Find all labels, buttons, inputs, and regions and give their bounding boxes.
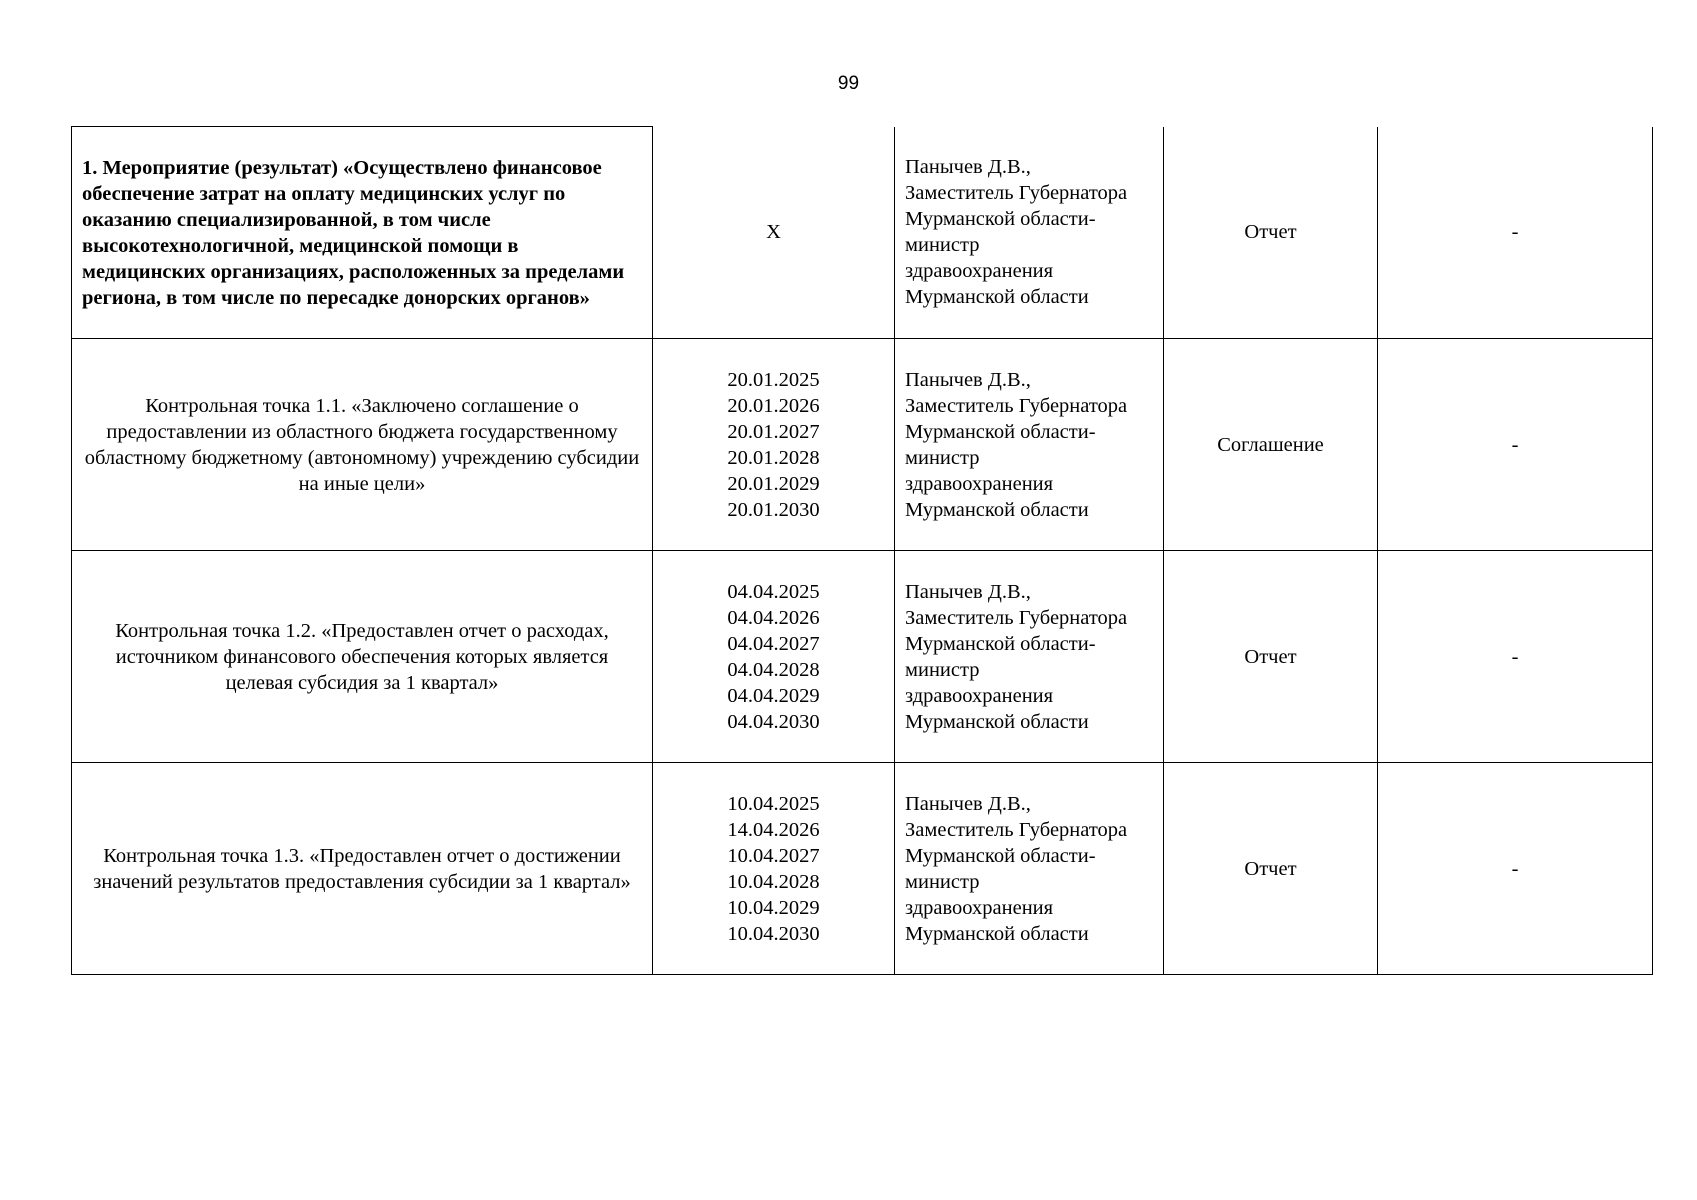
- date-value: 20.01.2028: [727, 446, 820, 469]
- responsible-line: Мурманской области-: [905, 844, 1096, 867]
- date-value: 04.04.2030: [727, 710, 820, 733]
- page-number: 99: [837, 73, 860, 94]
- event-cell: Контрольная точка 1.3. «Предоставлен отчет о достижении значений результатов предоставления субсидии за 1 квартал»: [72, 763, 653, 975]
- date-value: 04.04.2026: [727, 606, 820, 629]
- date-cell: [653, 339, 895, 551]
- date-value: 20.01.2030: [727, 498, 820, 521]
- date-value: 04.04.2027: [727, 632, 820, 655]
- note-cell: -: [1378, 551, 1653, 763]
- date-value: X: [766, 221, 781, 244]
- date-value: 20.01.2027: [727, 420, 820, 443]
- responsible-line: министр: [905, 446, 980, 469]
- responsible-line: Мурманской области: [905, 922, 1089, 945]
- responsible-line: Мурманской области-: [905, 420, 1096, 443]
- date-cell: [653, 127, 895, 339]
- date-value: 10.04.2025: [727, 792, 820, 815]
- table-row: [72, 339, 1653, 551]
- date-value: 10.04.2029: [727, 896, 820, 919]
- responsible-line: Заместитель Губернатора: [905, 394, 1128, 417]
- responsible-cell: [895, 127, 1164, 339]
- responsible-line: здравоохранения: [905, 472, 1054, 495]
- date-value: 04.04.2029: [727, 684, 820, 707]
- responsible-line: Мурманской области: [905, 498, 1089, 521]
- date-cell: [653, 551, 895, 763]
- responsible-line: здравоохранения: [905, 260, 1054, 283]
- note-cell: -: [1378, 127, 1653, 339]
- responsible-line: здравоохранения: [905, 896, 1054, 919]
- responsible-line: Панычев Д.В.,: [905, 368, 1031, 391]
- responsible-line: Панычев Д.В.,: [905, 580, 1031, 603]
- responsible-line: Мурманской области: [905, 710, 1089, 733]
- date-cell: [653, 763, 895, 975]
- event-cell: Контрольная точка 1.2. «Предоставлен отчет о расходах, источником финансового обеспечения которых является целевая субсидия за 1 квартал»: [72, 551, 653, 763]
- date-value: 04.04.2028: [727, 658, 820, 681]
- date-value: 20.01.2026: [727, 394, 820, 417]
- table-row: [72, 127, 1653, 339]
- date-value: 10.04.2027: [727, 844, 820, 867]
- responsible-line: Панычев Д.В.,: [905, 792, 1031, 815]
- responsible-line: Мурманской области-: [905, 632, 1096, 655]
- responsible-line: министр: [905, 234, 980, 257]
- document-cell: Отчет: [1164, 127, 1378, 339]
- note-cell: -: [1378, 763, 1653, 975]
- responsible-line: Мурманской области: [905, 286, 1089, 309]
- responsible-line: министр: [905, 658, 980, 681]
- responsible-line: министр: [905, 870, 980, 893]
- responsible-line: Заместитель Губернатора: [905, 606, 1128, 629]
- date-value: 10.04.2030: [727, 922, 820, 945]
- date-value: 20.01.2029: [727, 472, 820, 495]
- responsible-line: Заместитель Губернатора: [905, 182, 1128, 205]
- event-cell: 1. Мероприятие (результат) «Осуществлено финансовое обеспечение затрат на оплату медицинских услуг по оказанию специализированной, в том числе высокотехнологичной, медицинской помощи в медицинских организациях, расположенных за пределами региона, в том числе по пересадке донорских органов»: [72, 127, 653, 339]
- date-value: 04.04.2025: [727, 580, 820, 603]
- date-value: 10.04.2028: [727, 870, 820, 893]
- responsible-line: Мурманской области-: [905, 208, 1096, 231]
- responsible-cell: [895, 339, 1164, 551]
- document-cell: Соглашение: [1164, 339, 1378, 551]
- responsible-line: Панычев Д.В.,: [905, 156, 1031, 179]
- date-value: 14.04.2026: [727, 818, 820, 841]
- responsible-line: Заместитель Губернатора: [905, 818, 1128, 841]
- responsible-cell: [895, 551, 1164, 763]
- table-row: [72, 763, 1653, 975]
- document-cell: Отчет: [1164, 763, 1378, 975]
- document-cell: Отчет: [1164, 551, 1378, 763]
- table-row: [72, 551, 1653, 763]
- event-cell: Контрольная точка 1.1. «Заключено соглашение о предоставлении из областного бюджета государственному областному бюджетному (автономному) учреждению субсидии на иные цели»: [72, 339, 653, 551]
- control-points-table: [71, 126, 1653, 975]
- responsible-line: здравоохранения: [905, 684, 1054, 707]
- responsible-cell: [895, 763, 1164, 975]
- note-cell: -: [1378, 339, 1653, 551]
- date-value: 20.01.2025: [727, 368, 820, 391]
